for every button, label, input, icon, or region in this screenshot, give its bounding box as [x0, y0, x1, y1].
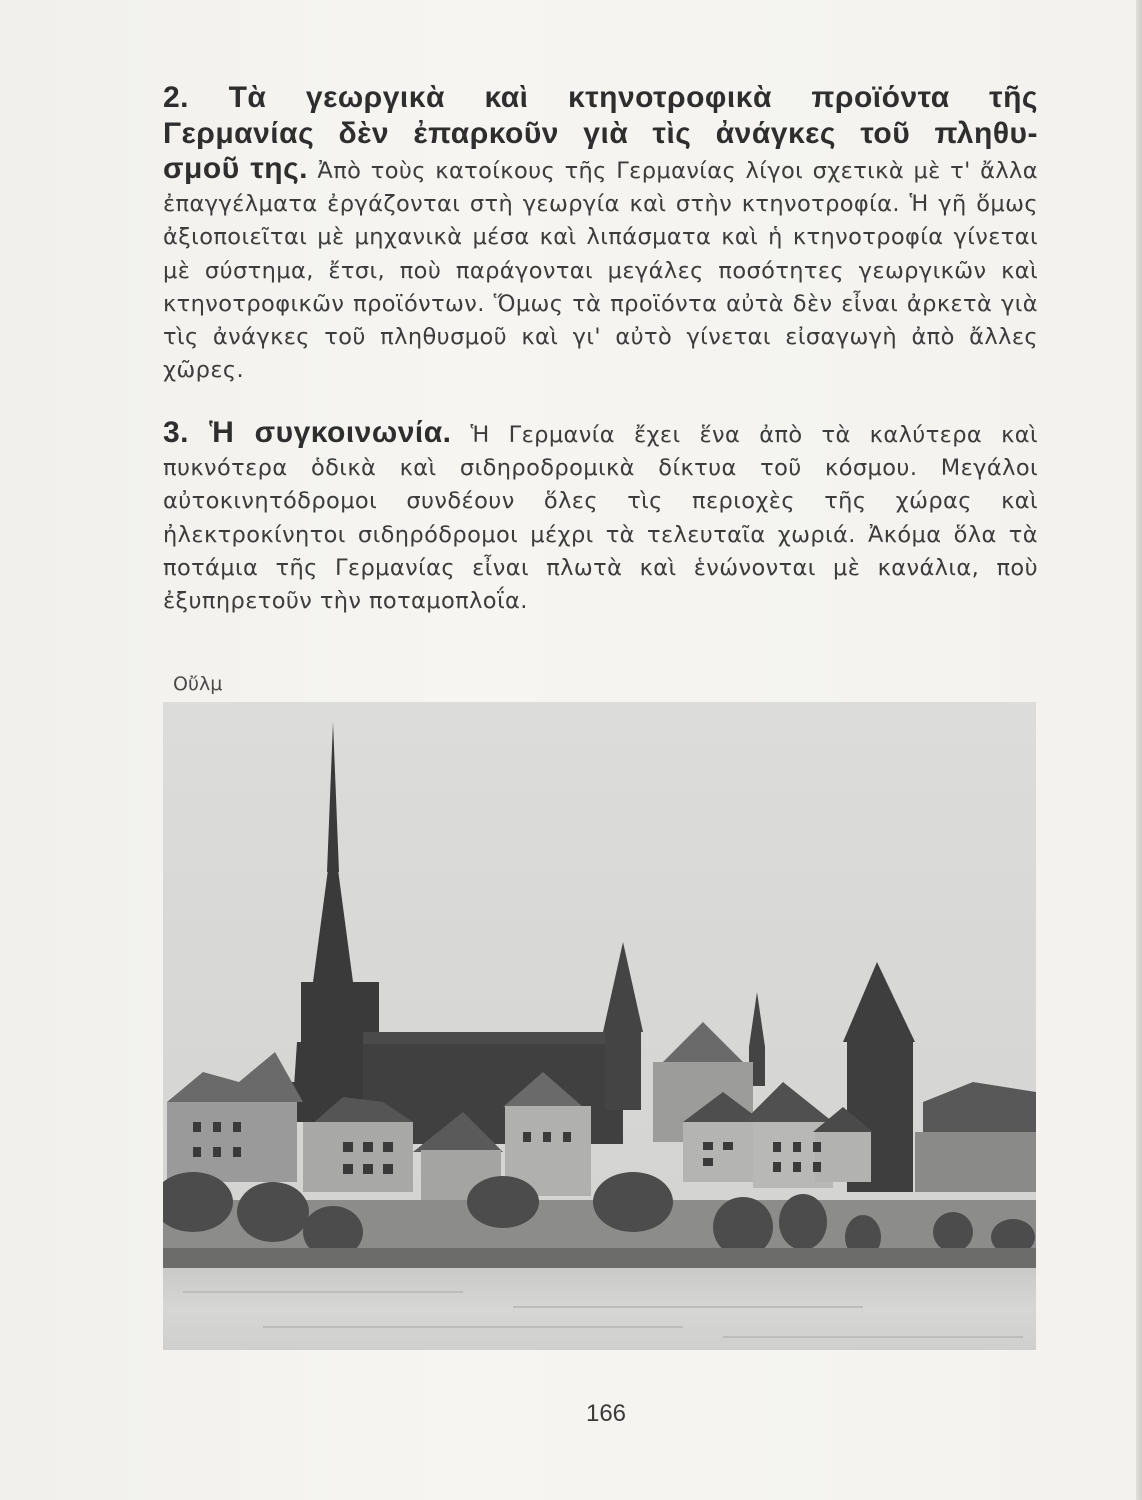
- section-3-heading: 3. Ἡ συγκοινωνία.: [163, 416, 452, 449]
- ulm-skyline-illustration: [163, 702, 1036, 1350]
- riverbank: [163, 1248, 1036, 1268]
- section-3-body: Ἡ Γερμανία ἔχει ἕνα ἀπὸ τὰ καλύτερα καὶ πυκνότερα ὁδικὰ καὶ σιδηροδρομικὰ δίκτυα τοῦ κόσμου. Μεγάλοι αὐτοκινητόδρομοι συνδέουν ὅλες τὶς περιοχὲς τῆς χώρας καὶ ἠλεκτροκίνητοι σιδηρόδρομοι μέχρι τὰ τελευταῖα χωριά. Ἀκόμα ὅλα τὰ ποτάμια τῆς Γερμανίας εἶναι πλωτὰ καὶ ἑνώνονται μὲ κανάλια, ποὺ ἐξυπηρετοῦν τὴν ποταμοπλοΐα.: [163, 422, 1039, 615]
- photo-caption: Οὔλμ: [173, 673, 223, 695]
- page-edge-shadow: [1136, 0, 1142, 1500]
- section-2-heading-line-2: Γερμανίας δὲν ἐπαρκοῦν γιὰ τὶς ἀνάγκες τοῦ πληθυ-: [163, 117, 1038, 150]
- section-2-heading-line-1: 2. Τὰ γεωργικὰ καὶ κτηνοτροφικὰ προϊόντα τῆς: [163, 81, 1038, 114]
- section-2-heading-tail: σμοῦ της.: [163, 152, 309, 185]
- section-3: [163, 416, 1038, 618]
- section-2: [163, 80, 1038, 387]
- ulm-photograph: [163, 702, 1036, 1350]
- section-2-body: Ἀπὸ τοὺς κατοίκους τῆς Γερμανίας λίγοι σχετικὰ μὲ τ' ἄλλα ἐπαγγέλματα ἐργάζονται στὴ γεωργία καὶ στὴν κτηνοτροφία. Ἡ γῆ ὅμως ἀξιοποιεῖται μὲ μηχανικὰ μέσα καὶ λιπάσματα καὶ ἡ κτηνοτροφία γίνεται μὲ σύστημα, ἔτσι, ποὺ παράγονται μεγάλες ποσότητες γεωργικῶν καὶ κτηνοτροφικῶν προϊόντων. Ὅμως τὰ προϊόντα αὐτὰ δὲν εἶναι ἀρκετὰ γιὰ τὶς ἀνάγκες τοῦ πληθυσμοῦ καὶ γι' αὐτὸ γίνεται εἰσαγωγὴ ἀπὸ ἄλλες χῶρες.: [163, 158, 1038, 384]
- page-number: 166: [585, 1400, 627, 1427]
